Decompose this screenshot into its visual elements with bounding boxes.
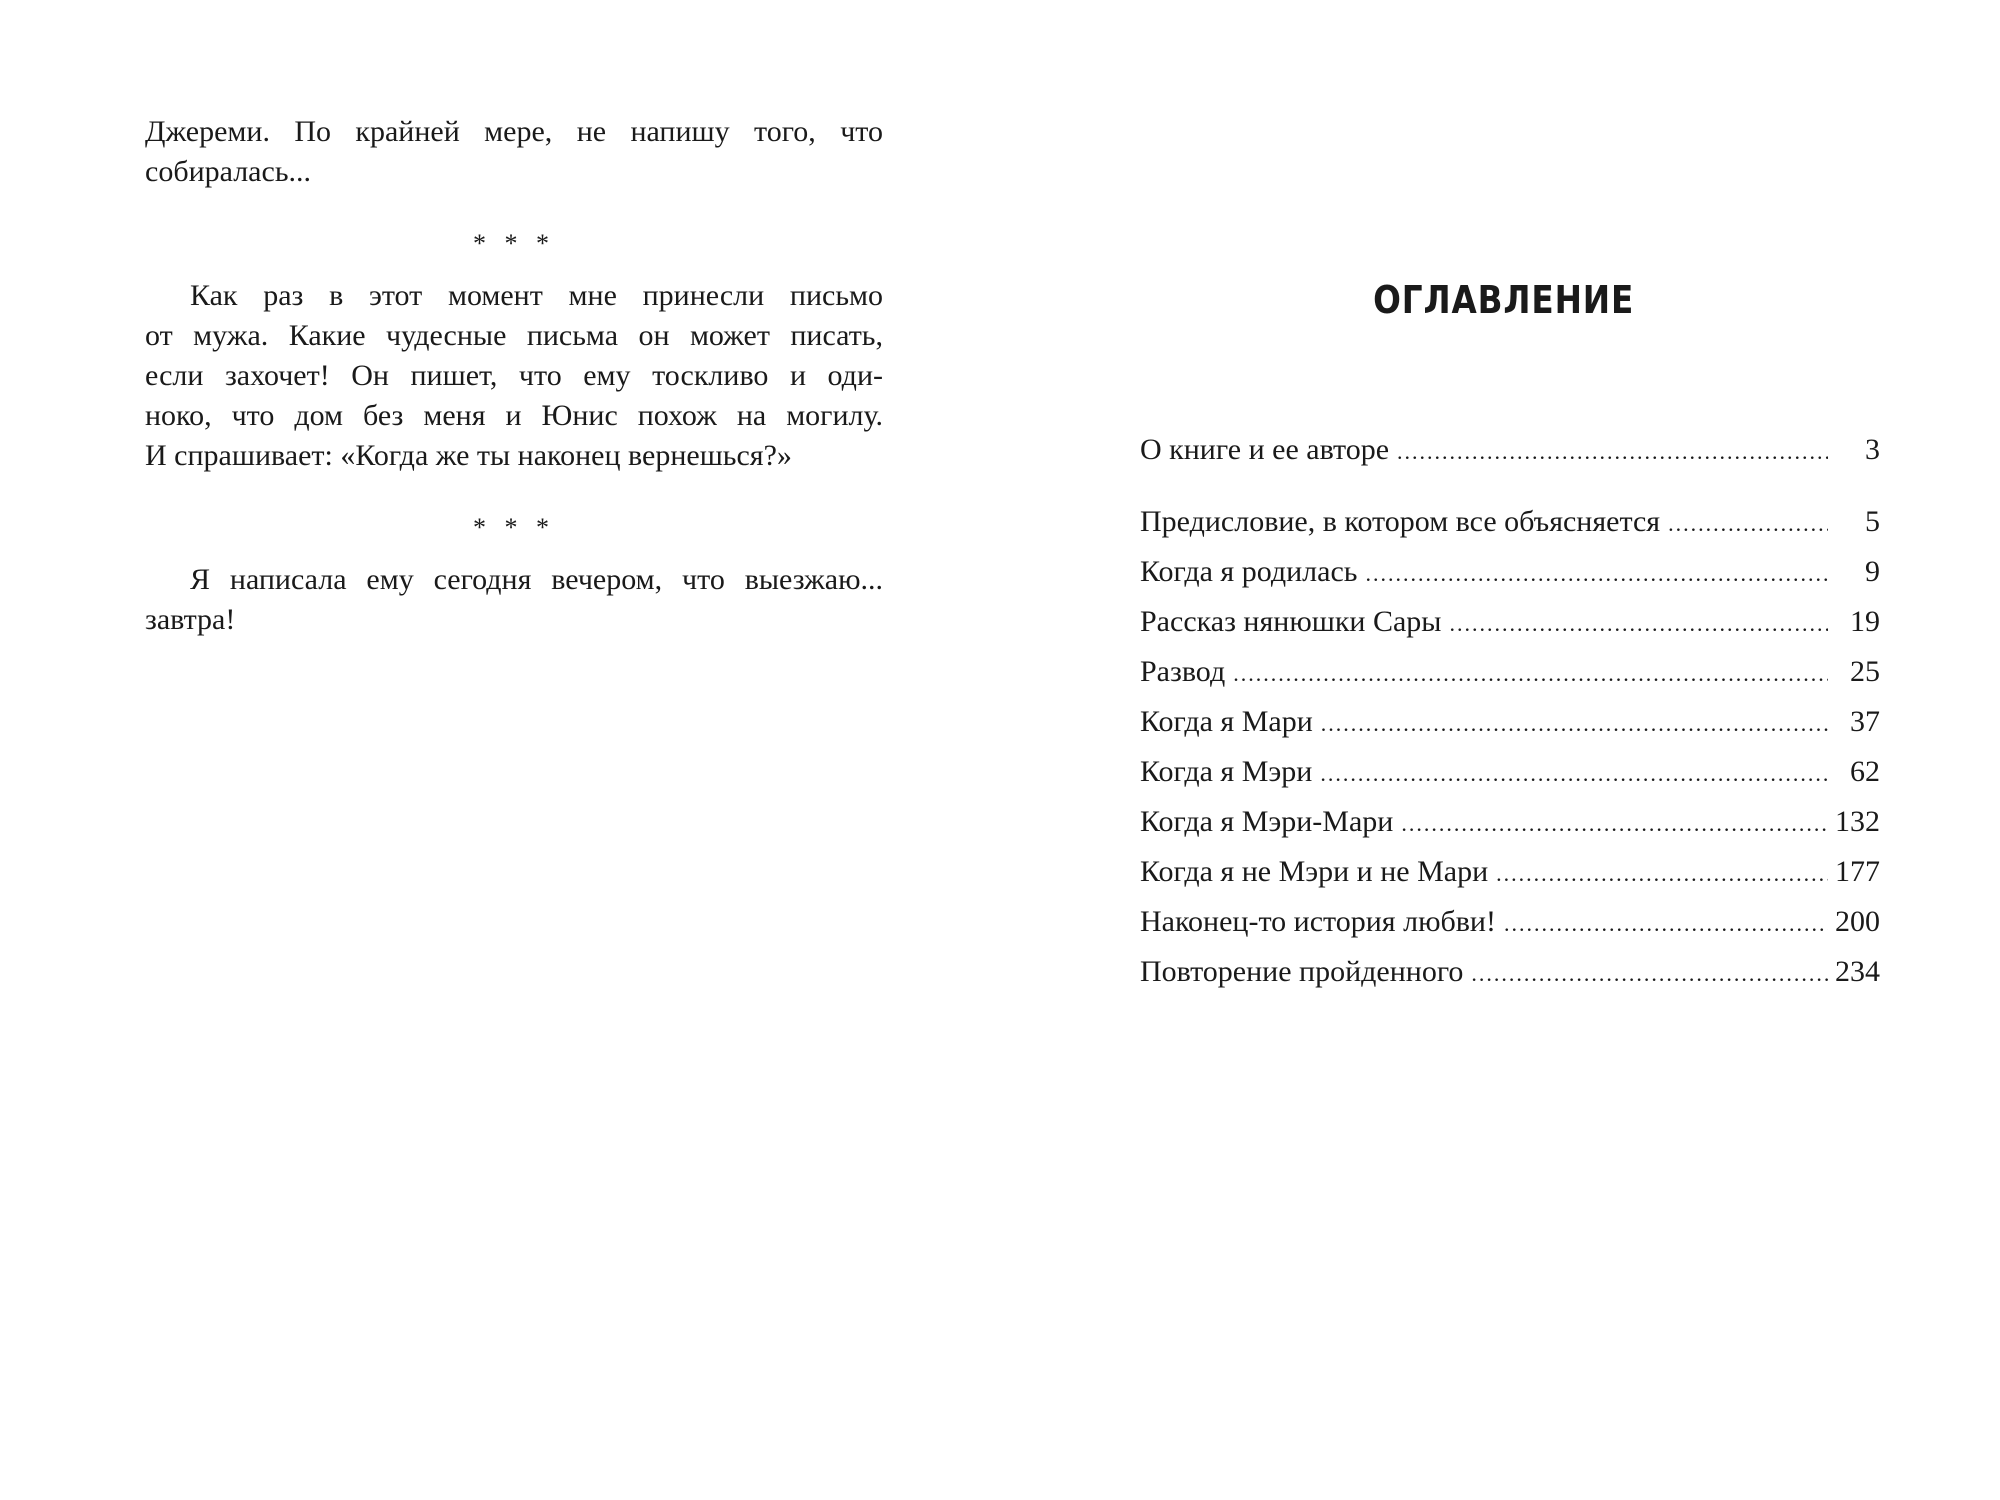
toc-entry-title: Наконец-то история любви! bbox=[1140, 897, 1504, 947]
toc-entry-page: 200 bbox=[1835, 905, 1880, 938]
toc-entry[interactable] bbox=[1140, 425, 1880, 475]
right-page bbox=[1000, 0, 2000, 1500]
toc-entry-page: 37 bbox=[1850, 705, 1880, 738]
text-line: ноко, что дом без меня и Юнис похож на могилу. bbox=[145, 399, 883, 432]
toc-entry-title: Когда я Мари bbox=[1140, 697, 1321, 747]
text-line: собиралась... bbox=[145, 155, 311, 188]
body-text-column bbox=[145, 112, 883, 640]
toc-entry-page: 3 bbox=[1865, 433, 1880, 466]
section-separator: * * * bbox=[473, 229, 555, 258]
text-line: от мужа. Какие чудесные письма он может писать, bbox=[145, 319, 883, 352]
table-of-contents bbox=[1140, 425, 1880, 997]
toc-entry-page: 19 bbox=[1850, 605, 1880, 638]
toc-entry[interactable] bbox=[1140, 547, 1880, 597]
toc-entry-page: 62 bbox=[1850, 755, 1880, 788]
toc-entry-title: Когда я не Мэри и не Мари bbox=[1140, 847, 1496, 897]
text-line: Я написала ему сегодня вечером, что выезжаю... bbox=[190, 563, 883, 596]
dot-leader bbox=[1401, 799, 1828, 849]
toc-entry[interactable] bbox=[1140, 897, 1880, 947]
toc-entry[interactable] bbox=[1140, 847, 1880, 897]
toc-heading: ОГЛАВЛЕНИЕ bbox=[1373, 278, 1635, 322]
text-line: если захочет! Он пишет, что ему тоскливо и оди- bbox=[145, 359, 883, 392]
dot-leader bbox=[1449, 599, 1828, 649]
toc-entry-title: Повторение пройденного bbox=[1140, 947, 1471, 997]
toc-entry-page: 234 bbox=[1835, 955, 1880, 988]
toc-entry[interactable] bbox=[1140, 647, 1880, 697]
text-line: Как раз в этот момент мне принесли письмо bbox=[190, 279, 883, 312]
section-separator: * * * bbox=[473, 513, 555, 542]
paragraph-2 bbox=[145, 276, 883, 476]
toc-entry-title: Рассказ нянюшки Сары bbox=[1140, 597, 1449, 647]
toc-entry-title: Развод bbox=[1140, 647, 1233, 697]
toc-entry[interactable] bbox=[1140, 597, 1880, 647]
toc-entry-title: Когда я Мэри bbox=[1140, 747, 1320, 797]
dot-leader bbox=[1365, 549, 1828, 599]
dot-leader bbox=[1496, 849, 1828, 899]
toc-entry-page: 132 bbox=[1835, 805, 1880, 838]
toc-entry-title: Когда я Мэри-Мари bbox=[1140, 797, 1401, 847]
paragraph-3 bbox=[145, 560, 883, 640]
dot-leader bbox=[1504, 899, 1828, 949]
dot-leader bbox=[1320, 749, 1828, 799]
dot-leader bbox=[1233, 649, 1828, 699]
toc-entry-page: 177 bbox=[1835, 855, 1880, 888]
toc-entry[interactable] bbox=[1140, 947, 1880, 997]
toc-entry[interactable] bbox=[1140, 497, 1880, 547]
dot-leader bbox=[1321, 699, 1828, 749]
toc-entry-title: Когда я родилась bbox=[1140, 547, 1365, 597]
text-line: Джереми. По крайней мере, не напишу того, что bbox=[145, 115, 883, 148]
toc-entry-page: 25 bbox=[1850, 655, 1880, 688]
paragraph-1 bbox=[145, 112, 883, 192]
toc-entry-page: 5 bbox=[1865, 505, 1880, 538]
dot-leader bbox=[1397, 427, 1828, 477]
toc-entry[interactable] bbox=[1140, 797, 1880, 847]
toc-entry[interactable] bbox=[1140, 697, 1880, 747]
dot-leader bbox=[1471, 949, 1828, 999]
text-line: завтра! bbox=[145, 603, 236, 636]
toc-entry-title: О книге и ее авторе bbox=[1140, 425, 1397, 475]
text-line: И спрашивает: «Когда же ты наконец вернешься?» bbox=[145, 439, 792, 472]
toc-entry-page: 9 bbox=[1865, 555, 1880, 588]
dot-leader bbox=[1668, 499, 1828, 549]
toc-entry-title: Предисловие, в котором все объясняется bbox=[1140, 497, 1668, 547]
toc-entry[interactable] bbox=[1140, 747, 1880, 797]
